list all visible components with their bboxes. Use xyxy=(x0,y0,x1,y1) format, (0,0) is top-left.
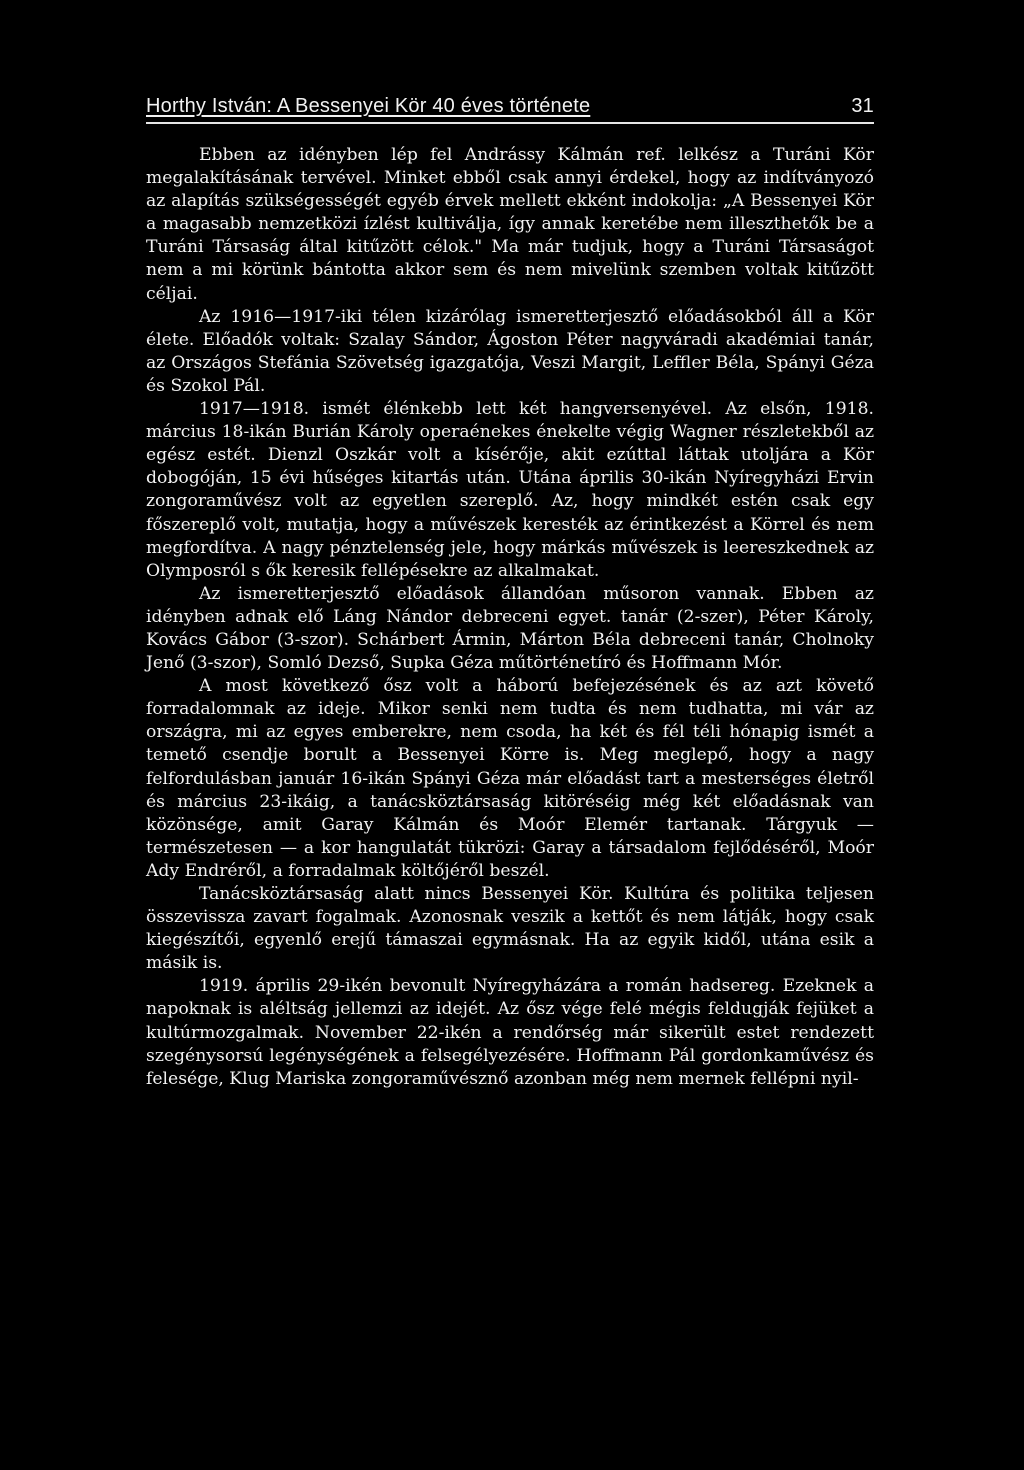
paragraph-1917-1918: 1917—1918. ismét élénkebb lett két hangversenyével. Az elsőn, 1918. március 18-ikán Burián Károly operaénekes énekelte végig Wagner részletekből az egész estét. Dienzl Oszkár volt a kísérője, akit ezúttal láttak utoljára a Kör dobogóján, 15 évi hűséges kitartás után. Utána április 30-ikán Nyíregyházi Ervin zongoraművész volt az egyetlen szereplő. Az, hogy mindkét estén csak egy főszereplő volt, mutatja, hogy a művészek keresték az érintkezést a Körrel és nem megfordítva. A nagy pénztelenség jele, hogy márkás művészek is leereszkednek az Olymposról s ők keresik fellépésekre az alkalmakat. xyxy=(146,399,874,581)
running-head-title: Horthy István: A Bessenyei Kör 40 éves története xyxy=(146,95,591,117)
book-page xyxy=(146,92,874,1091)
paragraph-soviet-republic: Tanácsköztársaság alatt nincs Bessenyei Kör. Kultúra és politika teljesen összevissza zavart fogalmak. Azonosnak veszik a kettőt és nem látják, hogy csak kiegészítői, egyenlő erejű támaszai egymásnak. Ha az egyik kidől, utána esik a másik is. xyxy=(146,884,874,974)
body-text xyxy=(146,144,874,1091)
page-number: 31 xyxy=(851,95,874,117)
paragraph-lectures: Az ismeretterjesztő előadások állandóan műsoron vannak. Ebben az idényben adnak elő Láng Nándor debreceni egyet. tanár (2-szer), Péter Károly, Kovács Gábor (3-szor). Schárbert Ármin, Márton Béla debreceni tanár, Cholnoky Jenő (3-szor), Somló Dezső, Supka Géza műtörténetíró és Hoffmann Mór. xyxy=(146,583,874,674)
paragraph-1919: 1919. április 29-ikén bevonult Nyíregyházára a román hadsereg. Ezeknek a napoknak is aléltság jellemzi az idejét. Az ősz vége felé mégis feldugják fejüket a kultúrmozgalmak. November 22-ikén a rendőrség már sikerült estet rendezett szegénysorsú legénységének a felsegélyezésére. Hoffmann Pál gordonkaművész és felesége, Klug Mariska zongoraművésznő azonban még nem mernek fellépni nyil- xyxy=(146,976,874,1089)
paragraph-1916-1917: Az 1916—1917-iki télen kizárólag ismeretterjesztő előadásokból áll a Kör élete. Előadók voltak: Szalay Sándor, Ágoston Péter nagyváradi akadémiai tanár, az Országos Stefánia Szövetség igazgatója, Veszi Margit, Leffler Béla, Spányi Géza és Szokol Pál. xyxy=(146,306,874,396)
paragraph-turani-kor: Ebben az idényben lép fel Andrássy Kálmán ref. lelkész a Turáni Kör megalakításának tervével. Minket ebből csak annyi érdekel, hogy az indítványozó az alapítás szükségességét egyéb érvek mellett ekként indokolja: „A Bessenyei Kör a magasabb nemzetközi ízlést kultiválja, így annak keretébe nem illeszthetők be a Turáni Társaság által kitűzött célok." Ma már tudjuk, hogy a Turáni Társaságot nem a mi körünk bántotta akkor sem és nem mivelünk szemben voltak kitűzött céljai. xyxy=(146,145,874,304)
paragraph-autumn-war: A most következő ősz volt a háború befejezésének és az azt követő forradalomnak az ideje. Mikor senki nem tudta és nem tudhatta, mi vár az országra, mi az egyes emberekre, nem csoda, ha két és fél téli hónapig ismét a temető csendje borult a Bessenyei Körre is. Meg meglepő, hogy a nagy felfordulásban január 16-ikán Spányi Géza már előadást tart a mesterséges életről és március 23-ikáig, a tanácsköztársaság kitöréséig még két előadásnak van közönsége, amit Garay Kálmán és Moór Elemér tartanak. Tárgyuk — természetesen — a kor hangulatát tükrözi: Garay a társadalom fejlődéséről, Moór Ady Endréről, a forradalmak költőjéről beszél. xyxy=(146,676,874,881)
running-head xyxy=(146,92,874,124)
